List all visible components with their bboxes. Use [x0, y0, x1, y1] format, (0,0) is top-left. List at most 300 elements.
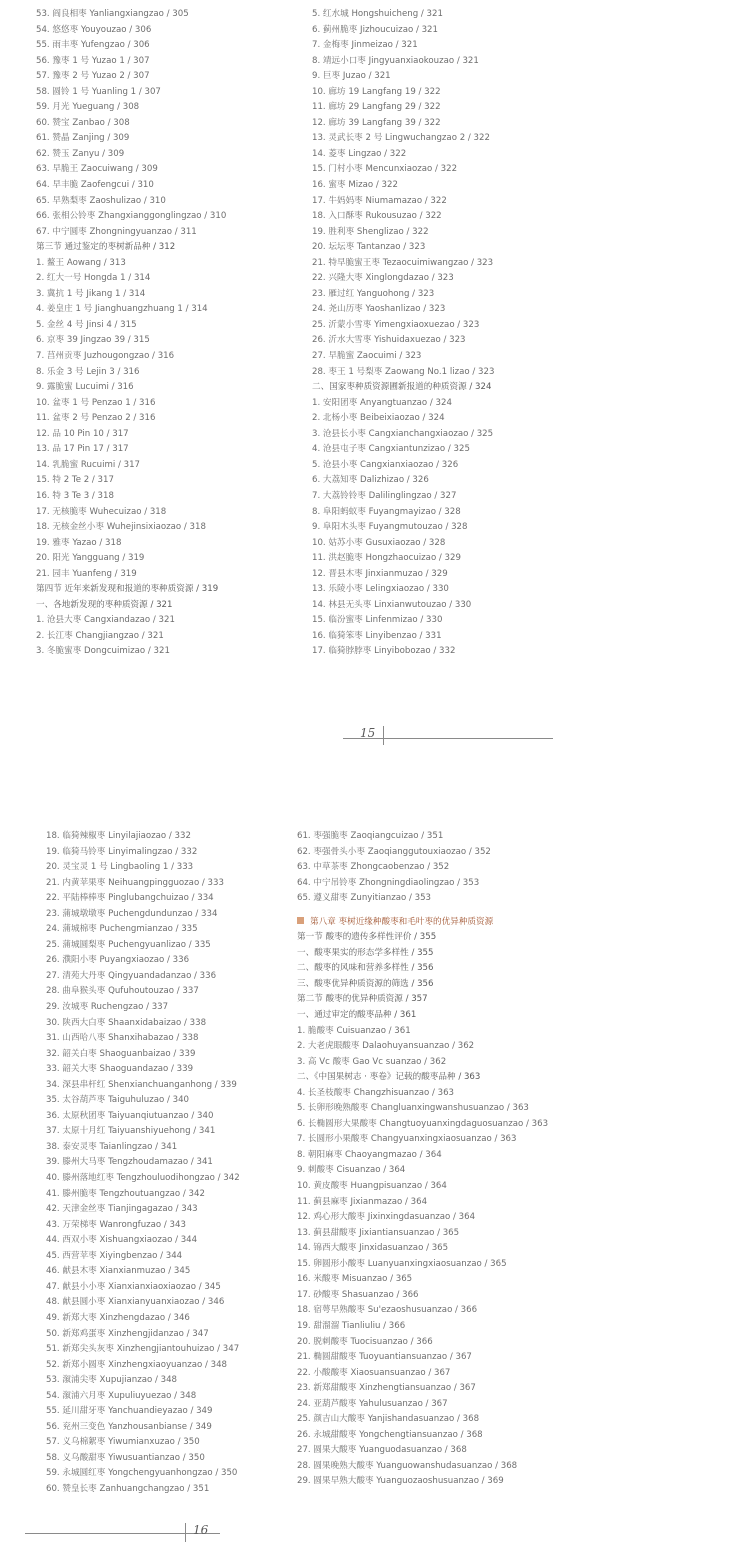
toc-entry-text: 三、酸枣优异种质资源的筛选 / 356 — [297, 978, 434, 989]
toc-entry — [36, 23, 226, 39]
toc-entry-text: 66. 张相公铃枣 Zhangxianggonglingzao / 310 — [36, 211, 227, 222]
toc-entry — [297, 1257, 548, 1273]
toc-entry-text: 13. 品 17 Pin 17 / 317 — [36, 444, 129, 455]
toc-entry-text: 53. 溆浦尖枣 Xupujianzao / 348 — [46, 1375, 178, 1386]
toc-entry — [36, 427, 226, 443]
chapter-heading — [297, 915, 548, 931]
toc-entry-text: 1. 脆酸枣 Cuisuanzao / 361 — [297, 1025, 411, 1036]
toc-entry-text: 44. 西双小枣 Xishuangxiaozao / 344 — [46, 1235, 198, 1246]
toc-entry — [297, 1474, 548, 1490]
toc-entry — [36, 256, 226, 272]
toc-entry-text: 10. 盆枣 1 号 Penzao 1 / 316 — [36, 397, 156, 408]
toc-entry — [312, 489, 494, 505]
toc-entry — [36, 162, 226, 178]
toc-entry-text: 22. 平陆棒棒枣 Pinglubangchuizao / 334 — [46, 893, 214, 904]
section-heading — [36, 582, 226, 598]
toc-entry-text: 11. 蓟县麻枣 Jixianmazao / 364 — [297, 1196, 428, 1207]
toc-entry-text: 13. 乐陵小枣 Lelingxiaozao / 330 — [312, 584, 449, 595]
toc-entry — [297, 1210, 548, 1226]
toc-entry — [297, 1428, 548, 1444]
toc-entry — [36, 396, 226, 412]
toc-entry — [46, 1373, 240, 1389]
toc-entry-text: 52. 新郑小圆枣 Xinzhengxiaoyuanzao / 348 — [46, 1359, 228, 1370]
toc-entry — [312, 473, 494, 489]
toc-entry — [297, 1412, 548, 1428]
toc-entry — [46, 1202, 240, 1218]
toc-entry — [312, 551, 494, 567]
toc-entry — [36, 178, 226, 194]
toc-entry-text: 23. 蒲城墩墩枣 Puchengdundunzao / 334 — [46, 908, 218, 919]
toc-entry-text: 21. 特早脆蜜王枣 Tezaocuimiwangzao / 323 — [312, 257, 494, 268]
toc-entry — [36, 38, 226, 54]
toc-entry — [46, 1000, 240, 1016]
toc-entry — [46, 1233, 240, 1249]
toc-entry-text: 9. 阜阳木头枣 Fuyangmutouzao / 328 — [312, 522, 468, 533]
toc-entry — [312, 23, 494, 39]
toc-entry-text: 17. 砂酸枣 Shasuanzao / 366 — [297, 1289, 419, 1300]
toc-entry-text: 9. 刺酸枣 Cisuanzao / 364 — [297, 1165, 406, 1176]
toc-entry — [46, 1264, 240, 1280]
toc-entry-text: 2. 红大一号 Hongda 1 / 314 — [36, 273, 151, 284]
toc-entry — [312, 178, 494, 194]
toc-entry-text: 24. 尧山历枣 Yaoshanlizao / 323 — [312, 304, 446, 315]
toc-entry-text: 9. 巨枣 Juzao / 321 — [312, 71, 391, 82]
toc-entry-text: 21. 园丰 Yuanfeng / 319 — [36, 568, 137, 579]
toc-entry-text: 5. 沧县小枣 Cangxianxiaozao / 326 — [312, 459, 459, 470]
toc-entry — [312, 225, 494, 241]
toc-entry — [36, 194, 226, 210]
toc-entry — [297, 876, 548, 892]
toc-entry — [46, 907, 240, 923]
toc-entry — [36, 147, 226, 163]
toc-entry-text: 24. 蒲城棉枣 Puchengmianzao / 335 — [46, 924, 198, 935]
toc-entry-text: 54. 溆浦六月枣 Xupuliuyuezao / 348 — [46, 1390, 197, 1401]
toc-entry — [36, 349, 226, 365]
toc-entry — [46, 845, 240, 861]
toc-entry — [297, 1195, 548, 1211]
toc-entry-text: 一、通过审定的酸枣品种 / 361 — [297, 1010, 417, 1021]
toc-entry-text: 64. 中宁吊铃枣 Zhongningdiaolingzao / 353 — [297, 877, 480, 888]
toc-entry-text: 57. 义乌棉絮枣 Yiwumianxuzao / 350 — [46, 1437, 200, 1448]
toc-entry-text: 7. 长圆形小果酸枣 Changyuanxingxiaosuanzao / 363 — [297, 1134, 517, 1145]
toc-entry — [46, 1311, 240, 1327]
toc-entry-text: 37. 太原十月红 Taiyuanshiyuehong / 341 — [46, 1126, 216, 1137]
toc-entry — [312, 256, 494, 272]
toc-entry-text: 5. 金丝 4 号 Jinsi 4 / 315 — [36, 319, 137, 330]
toc-entry-text: 7. 莒州贡枣 Juzhougongzao / 316 — [36, 351, 175, 362]
toc-entry-text: 49. 新郑大枣 Xinzhengdazao / 346 — [46, 1312, 190, 1323]
toc-entry — [46, 1249, 240, 1265]
toc-entry — [297, 1117, 548, 1133]
toc-entry-text: 60. 赞宝 Zanbao / 308 — [36, 117, 130, 128]
toc-entry-text: 36. 太原秋团枣 Taiyuanqiutuanzao / 340 — [46, 1110, 214, 1121]
toc-column-right — [312, 7, 494, 660]
toc-entry — [312, 38, 494, 54]
toc-entry-text: 6. 京枣 39 Jingzao 39 / 315 — [36, 335, 150, 346]
toc-entry-text: 62. 枣强骨头小枣 Zaoqianggutouxiaozao / 352 — [297, 846, 491, 857]
toc-entry — [36, 567, 226, 583]
toc-entry — [312, 567, 494, 583]
toc-entry — [46, 1404, 240, 1420]
toc-entry-text: 17. 临猗脖脖枣 Linyibobozao / 332 — [312, 646, 456, 657]
toc-entry — [297, 1335, 548, 1351]
toc-entry — [36, 116, 226, 132]
toc-entry-text: 20. 灵宝灵 1 号 Lingbaoling 1 / 333 — [46, 862, 194, 873]
toc-entry-text: 13. 灵武长枣 2 号 Lingwuchangzao 2 / 322 — [312, 133, 490, 144]
toc-entry-text: 12. 廊坊 39 Langfang 39 / 322 — [312, 117, 441, 128]
toc-entry — [46, 1435, 240, 1451]
toc-entry — [46, 1218, 240, 1234]
toc-entry — [46, 1124, 240, 1140]
toc-entry-text: 27. 圆果大酸枣 Yuanguodasuanzao / 368 — [297, 1445, 467, 1456]
toc-entry — [297, 1101, 548, 1117]
toc-entry-text: 33. 韶关大枣 Shaoguandazao / 339 — [46, 1064, 194, 1075]
toc-entry — [297, 1086, 548, 1102]
toc-entry-text: 16. 特 3 Te 3 / 318 — [36, 490, 114, 501]
toc-entry — [46, 1062, 240, 1078]
toc-entry-text: 40. 滕州落地红枣 Tengzhouluodihongzao / 342 — [46, 1173, 240, 1184]
toc-entry — [46, 1031, 240, 1047]
toc-entry — [46, 953, 240, 969]
toc-entry-text: 17. 无核脆枣 Wuhecuizao / 318 — [36, 506, 167, 517]
toc-entry — [312, 349, 494, 365]
toc-entry-text: 26. 濮阳小枣 Puyangxiaozao / 336 — [46, 955, 190, 966]
toc-entry — [312, 131, 494, 147]
toc-entry — [36, 505, 226, 521]
toc-entry-text: 14. 林县无头枣 Linxianwutouzao / 330 — [312, 599, 472, 610]
toc-entry — [36, 644, 226, 660]
toc-entry — [297, 1350, 548, 1366]
toc-entry-text: 8. 朝阳麻枣 Chaoyangmazao / 364 — [297, 1149, 442, 1160]
toc-entry — [46, 1451, 240, 1467]
toc-entry-text: 16. 临猗笨枣 Linyibenzao / 331 — [312, 630, 442, 641]
toc-entry — [46, 1358, 240, 1374]
toc-entry-text: 19. 甜溜溜 Tianliuliu / 366 — [297, 1320, 406, 1331]
toc-entry — [312, 318, 494, 334]
toc-entry — [46, 1187, 240, 1203]
toc-entry-text: 42. 天津金丝枣 Tianjingagazao / 343 — [46, 1204, 198, 1215]
toc-entry-text: 第三节 通过鉴定的枣树新品种 / 312 — [36, 242, 176, 253]
toc-entry-text: 20. 坛坛枣 Tantanzao / 323 — [312, 242, 426, 253]
toc-entry-text: 18. 入口酥枣 Rukousuzao / 322 — [312, 211, 442, 222]
toc-entry-text: 60. 赞皇长枣 Zanhuangchangzao / 351 — [46, 1483, 210, 1494]
toc-entry — [312, 100, 494, 116]
toc-entry — [46, 829, 240, 845]
toc-entry-text: 14. 锦西大酸枣 Jinxidasuanzao / 365 — [297, 1243, 449, 1254]
toc-entry — [46, 1466, 240, 1482]
toc-entry — [297, 1443, 548, 1459]
toc-entry — [297, 829, 548, 845]
toc-entry — [297, 1055, 548, 1071]
section-heading — [36, 240, 226, 256]
toc-entry — [312, 427, 494, 443]
page-number: 15 — [360, 726, 376, 740]
toc-entry — [312, 333, 494, 349]
toc-page-15 — [0, 0, 750, 760]
toc-entry-text: 7. 金梅枣 Jinmeizao / 321 — [312, 40, 418, 51]
toc-entry — [312, 598, 494, 614]
toc-entry-text: 6. 蓟州脆枣 Jizhoucuizao / 321 — [312, 24, 438, 35]
toc-entry-text: 39. 滕州大马枣 Tengzhoudamazao / 341 — [46, 1157, 213, 1168]
toc-entry-text: 62. 赞玉 Zanyu / 309 — [36, 148, 125, 159]
toc-entry-text: 50. 新郑鸡蛋枣 Xinzhengjidanzao / 347 — [46, 1328, 209, 1339]
toc-entry-text: 8. 靖远小口枣 Jingyuanxiaokouzao / 321 — [312, 55, 479, 66]
toc-entry-text: 58. 义乌酸甜枣 Yiwusuantianzao / 350 — [46, 1452, 205, 1463]
toc-entry-text: 67. 中宁圆枣 Zhongningyuanzao / 311 — [36, 226, 197, 237]
toc-entry-text: 34. 深县串杆红 Shenxianchuanganhong / 339 — [46, 1079, 237, 1090]
toc-entry-text: 55. 雨丰枣 Yufengzao / 306 — [36, 40, 150, 51]
toc-entry-text: 13. 蓟县甜酸枣 Jixiantiansuanzao / 365 — [297, 1227, 460, 1238]
toc-entry — [46, 1078, 240, 1094]
toc-entry — [297, 860, 548, 876]
toc-entry-text: 29. 汝城枣 Ruchengzao / 337 — [46, 1002, 169, 1013]
toc-entry — [46, 969, 240, 985]
toc-entry-text: 25. 颜吉山大酸枣 Yanjishandasuanzao / 368 — [297, 1414, 480, 1425]
toc-entry-text: 59. 永城圆红枣 Yongchengyuanhongzao / 350 — [46, 1468, 238, 1479]
toc-entry-text: 22. 兴隆大枣 Xinglongdazao / 323 — [312, 273, 454, 284]
toc-entry — [297, 1366, 548, 1382]
toc-entry — [312, 520, 494, 536]
toc-entry-text: 一、各地新发现的枣种质资源 / 321 — [36, 599, 173, 610]
toc-entry-text: 25. 沂蒙小雪枣 Yimengxiaoxuezao / 323 — [312, 319, 480, 330]
folio-rule — [25, 1533, 220, 1534]
toc-entry-text: 5. 红水城 Hongshuicheng / 321 — [312, 9, 443, 19]
toc-entry — [36, 225, 226, 241]
toc-entry-text: 47. 献县小小枣 Xianxianxiaoxiaozao / 345 — [46, 1281, 221, 1292]
toc-entry — [46, 876, 240, 892]
toc-entry-text: 65. 遵义甜枣 Zunyitianzao / 353 — [297, 893, 432, 904]
toc-entry — [46, 922, 240, 938]
toc-entry-text: 19. 临猗马铃枣 Linyimalingzao / 332 — [46, 846, 198, 857]
toc-entry — [297, 1303, 548, 1319]
toc-entry-text: 15. 临汾蜜枣 Linfenmizao / 330 — [312, 615, 443, 626]
toc-entry-text: 56. 兖州三变色 Yanzhousanbianse / 349 — [46, 1421, 212, 1432]
toc-entry — [36, 613, 226, 629]
chapter-marker-icon — [297, 917, 304, 924]
toc-entry — [312, 147, 494, 163]
toc-entry — [312, 613, 494, 629]
spacer — [297, 907, 548, 915]
toc-entry-text: 51. 新郑尖头灰枣 Xinzhengjiantouhuizao / 347 — [46, 1344, 240, 1355]
toc-entry-text: 二、《中国果树志 · 枣卷》记载的酸枣品种 / 363 — [297, 1072, 481, 1083]
toc-entry — [312, 287, 494, 303]
toc-entry-text: 2. 长江枣 Changjiangzao / 321 — [36, 630, 164, 641]
toc-entry-text: 6. 长椭圆形大果酸枣 Changtuoyuanxingdaguosuanzao / 363 — [297, 1118, 549, 1129]
toc-entry — [36, 271, 226, 287]
toc-entry — [36, 318, 226, 334]
toc-entry-text: 12. 品 10 Pin 10 / 317 — [36, 428, 129, 439]
toc-entry-text: 23. 雁过红 Yanguohong / 323 — [312, 288, 435, 299]
toc-entry — [312, 442, 494, 458]
toc-entry — [46, 1047, 240, 1063]
toc-entry — [46, 1140, 240, 1156]
toc-entry — [36, 85, 226, 101]
toc-entry-text: 64. 早丰脆 Zaofengcui / 310 — [36, 180, 154, 191]
folio-tick — [185, 1523, 186, 1542]
toc-entry-text: 4. 长圣枝酸枣 Changzhisuanzao / 363 — [297, 1087, 455, 1098]
toc-entry-text: 1. 安阳团枣 Anyangtuanzao / 324 — [312, 397, 452, 408]
toc-entry-text: 10. 廊坊 19 Langfang 19 / 322 — [312, 86, 441, 97]
toc-entry-text: 17. 牛妈妈枣 Niumamazao / 322 — [312, 195, 447, 206]
toc-entry-text: 3. 沧县长小枣 Cangxianchangxiaozao / 325 — [312, 428, 494, 439]
toc-entry-text: 3. 冀抗 1 号 Jikang 1 / 314 — [36, 288, 146, 299]
toc-entry-text: 26. 沂水大雪枣 Yishuidaxuezao / 323 — [312, 335, 466, 346]
toc-entry-text: 27. 早脆蜜 Zaocuimi / 323 — [312, 351, 422, 362]
toc-entry — [46, 938, 240, 954]
toc-entry — [312, 582, 494, 598]
toc-entry-text: 61. 赞晶 Zanjing / 309 — [36, 133, 130, 144]
toc-entry-text: 24. 亚葫芦酸枣 Yahulusuanzao / 367 — [297, 1398, 448, 1409]
toc-entry — [46, 984, 240, 1000]
toc-entry-text: 28. 枣王 1 号梨枣 Zaowang No.1 lizao / 323 — [312, 366, 495, 377]
toc-entry — [36, 473, 226, 489]
toc-entry-text: 43. 万荣梯枣 Wanrongfuzao / 343 — [46, 1219, 186, 1230]
toc-entry-text: 2. 大老虎眼酸枣 Dalaohuyansuanzao / 362 — [297, 1041, 475, 1052]
toc-entry-text: 2. 北杨小枣 Beibeixiaozao / 324 — [312, 413, 445, 424]
toc-entry-text: 4. 姜皇庄 1 号 Jianghuangzhuang 1 / 314 — [36, 304, 208, 315]
toc-entry-text: 15. 特 2 Te 2 / 317 — [36, 475, 114, 486]
toc-entry — [46, 1280, 240, 1296]
toc-entry — [297, 891, 548, 907]
toc-entry — [312, 194, 494, 210]
toc-entry-text: 12. 晋县木枣 Jinxianmuzao / 329 — [312, 568, 448, 579]
toc-entry-text: 10. 黄皮酸枣 Huangpisuanzao / 364 — [297, 1181, 447, 1192]
toc-entry-text: 10. 姑苏小枣 Gusuxiaozao / 328 — [312, 537, 446, 548]
toc-entry — [36, 442, 226, 458]
toc-entry — [312, 365, 494, 381]
toc-entry-text: 55. 延川甜牙枣 Yanchuandieyazao / 349 — [46, 1406, 213, 1417]
toc-entry — [297, 845, 548, 861]
toc-entry — [297, 1024, 548, 1040]
toc-entry — [46, 1342, 240, 1358]
toc-entry-text: 一、酸枣果实的形态学多样性 / 355 — [297, 947, 434, 958]
toc-entry — [312, 505, 494, 521]
toc-entry — [36, 629, 226, 645]
toc-entry-text: 45. 西营苹枣 Xiyingbenzao / 344 — [46, 1250, 183, 1261]
toc-entry — [36, 536, 226, 552]
toc-entry-text: 63. 中草茶枣 Zhongcaobenzao / 352 — [297, 862, 450, 873]
toc-entry — [46, 1016, 240, 1032]
toc-entry — [312, 536, 494, 552]
toc-entry-text: 22. 小酸酸枣 Xiaosuansuanzao / 367 — [297, 1367, 451, 1378]
toc-entry-text: 19. 雅枣 Yazao / 318 — [36, 537, 122, 548]
toc-entry — [36, 489, 226, 505]
toc-entry-text: 63. 早脆王 Zaocuiwang / 309 — [36, 164, 158, 175]
toc-entry-text: 7. 大荔铃铃枣 Dalilinglingzao / 327 — [312, 490, 457, 501]
toc-column-right — [297, 829, 548, 1490]
toc-entry — [36, 380, 226, 396]
toc-entry-text: 15. 卵圆形小酸枣 Luanyuanxingxiaosuanzao / 365 — [297, 1258, 507, 1269]
section-heading — [297, 1008, 548, 1024]
toc-entry-text: 第二节 酸枣的优异种质资源 / 357 — [297, 994, 428, 1005]
toc-entry-text: 11. 盆枣 2 号 Penzao 2 / 316 — [36, 413, 156, 424]
toc-entry-text: 3. 冬脆蜜枣 Dongcuimizao / 321 — [36, 646, 170, 657]
toc-entry-text: 48. 献县圆小枣 Xianxianyuanxiaozao / 346 — [46, 1297, 225, 1308]
toc-entry-text: 1. 鳌王 Aowang / 313 — [36, 257, 126, 268]
toc-entry-text: 31. 山西哈八枣 Shanxihabazao / 338 — [46, 1033, 199, 1044]
toc-entry — [297, 1397, 548, 1413]
toc-entry-text: 56. 豫枣 1 号 Yuzao 1 / 307 — [36, 55, 150, 66]
toc-entry-text: 53. 阎良相枣 Yanliangxiangzao / 305 — [36, 9, 189, 19]
toc-entry — [297, 1148, 548, 1164]
toc-entry — [297, 1272, 548, 1288]
toc-entry — [46, 891, 240, 907]
toc-entry — [297, 1132, 548, 1148]
toc-entry-text: 57. 豫枣 2 号 Yuzao 2 / 307 — [36, 71, 150, 82]
toc-entry — [46, 1093, 240, 1109]
toc-entry — [312, 629, 494, 645]
toc-entry — [312, 85, 494, 101]
toc-entry-text: 14. 菱枣 Lingzao / 322 — [312, 148, 407, 159]
section-heading — [297, 930, 548, 946]
toc-entry-text: 29. 圆果早熟大酸枣 Yuanguozaoshusuanzao / 369 — [297, 1476, 504, 1487]
toc-entry-text: 28. 曲阜猴头枣 Qufuhoutouzao / 337 — [46, 986, 199, 997]
toc-entry — [312, 302, 494, 318]
section-heading — [297, 977, 548, 993]
toc-entry-text: 58. 圆铃 1 号 Yuanling 1 / 307 — [36, 86, 161, 97]
toc-entry-text: 二、国家枣种质资源圃新报道的种质资源 / 324 — [312, 382, 492, 393]
folio-tick — [383, 726, 384, 745]
toc-entry — [46, 1171, 240, 1187]
toc-entry-text: 第八章 枣树近缘种酸枣和毛叶枣的优异种质资源 — [310, 916, 494, 927]
toc-entry-text: 18. 宿萼早熟酸枣 Su'ezaoshusuanzao / 366 — [297, 1305, 478, 1316]
toc-entry — [312, 7, 494, 23]
toc-entry — [297, 1179, 548, 1195]
toc-entry — [46, 1109, 240, 1125]
toc-entry-text: 1. 沧县大枣 Cangxiandazao / 321 — [36, 615, 175, 626]
toc-entry-text: 3. 高 Vc 酸枣 Gao Vc suanzao / 362 — [297, 1056, 447, 1067]
toc-entry-text: 二、酸枣的风味和营养多样性 / 356 — [297, 963, 434, 974]
toc-entry — [297, 1288, 548, 1304]
toc-entry-text: 4. 沧县屯子枣 Cangxiantunzizao / 325 — [312, 444, 470, 455]
toc-entry-text: 65. 早熟梨枣 Zaoshulizao / 310 — [36, 195, 166, 206]
toc-entry-text: 12. 鸡心形大酸枣 Jixinxingdasuanzao / 364 — [297, 1212, 476, 1223]
toc-entry-text: 6. 大荔知枣 Dalizhizao / 326 — [312, 475, 429, 486]
toc-entry — [297, 1381, 548, 1397]
section-heading — [297, 961, 548, 977]
toc-entry — [36, 365, 226, 381]
toc-entry — [297, 1459, 548, 1475]
toc-entry — [312, 116, 494, 132]
toc-entry-text: 61. 枣强脆枣 Zaoqiangcuizao / 351 — [297, 831, 444, 841]
section-heading — [297, 1070, 548, 1086]
toc-entry — [36, 411, 226, 427]
toc-entry-text: 16. 米酸枣 Misuanzao / 365 — [297, 1274, 413, 1285]
toc-entry — [297, 1163, 548, 1179]
toc-entry-text: 21. 椭圆甜酸枣 Tuoyuantiansuanzao / 367 — [297, 1352, 472, 1363]
toc-entry-text: 25. 蒲城圆梨枣 Puchengyuanlizao / 335 — [46, 939, 211, 950]
toc-entry-text: 8. 乐金 3 号 Lejin 3 / 316 — [36, 366, 140, 377]
toc-entry-text: 8. 阜阳蚂蚁枣 Fuyangmayizao / 328 — [312, 506, 461, 517]
toc-entry-text: 20. 阳光 Yangguang / 319 — [36, 553, 145, 564]
section-heading — [297, 992, 548, 1008]
toc-entry-text: 第四节 近年来新发现和报道的枣种质资源 / 319 — [36, 584, 219, 595]
toc-entry — [312, 69, 494, 85]
toc-entry — [36, 69, 226, 85]
toc-entry — [46, 1389, 240, 1405]
toc-entry — [312, 411, 494, 427]
toc-entry — [36, 458, 226, 474]
toc-entry-text: 16. 蜜枣 Mizao / 322 — [312, 180, 398, 191]
toc-entry — [46, 860, 240, 876]
toc-entry — [46, 1420, 240, 1436]
toc-entry-text: 54. 悠悠枣 Youyouzao / 306 — [36, 24, 152, 35]
toc-entry — [46, 1295, 240, 1311]
toc-entry-text: 第一节 酸枣的遗传多样性评价 / 355 — [297, 932, 437, 943]
toc-entry — [312, 396, 494, 412]
toc-column-left — [36, 7, 226, 660]
toc-entry-text: 19. 胜利枣 Shenglizao / 322 — [312, 226, 429, 237]
